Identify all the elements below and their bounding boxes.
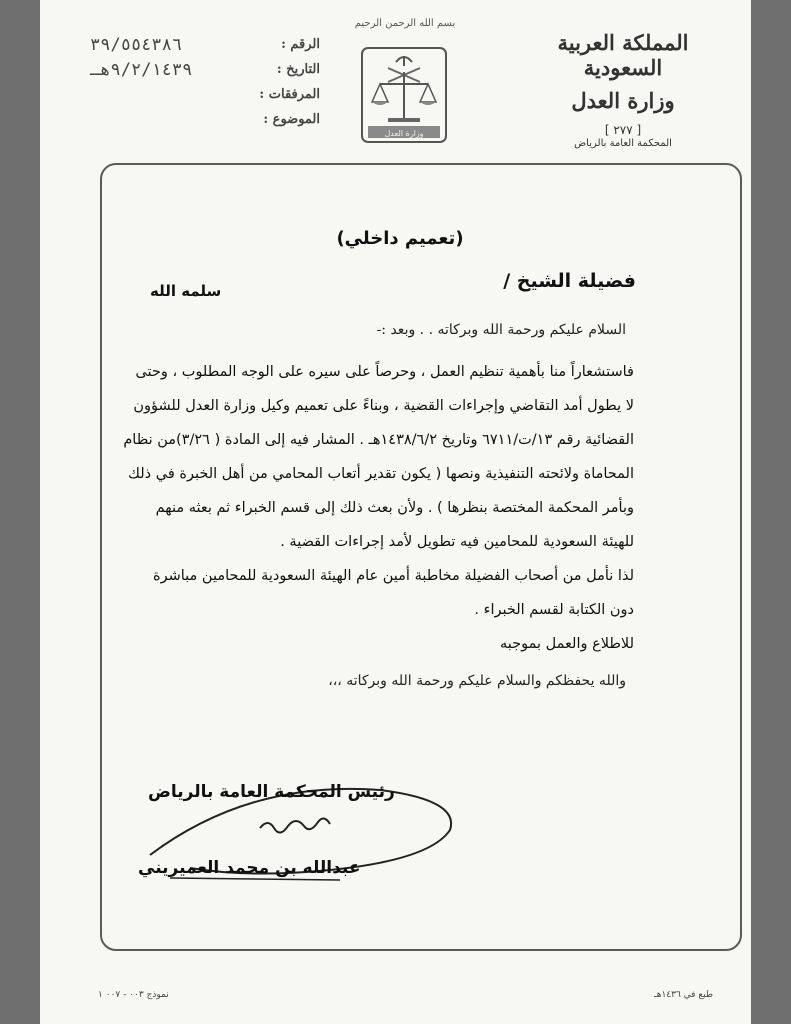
- signer-name: عبدالله بن محمد العميريني: [138, 858, 361, 878]
- ministry-header: [523, 30, 723, 149]
- ref-label: الرقم :: [281, 37, 320, 52]
- basmala: بسم الله الرحمن الرحيم: [354, 18, 456, 29]
- body-line: للاطلاع والعمل بموجبه: [500, 636, 634, 652]
- subject-label: الموضوع :: [263, 112, 320, 127]
- handwritten-signature: [130, 760, 470, 900]
- body-line: لذا نأمل من أصحاب الفضيلة مخاطبة أمين عام الهيئة السعودية للمحامين مباشرة: [153, 568, 634, 584]
- salutation: سلمه الله: [150, 282, 222, 300]
- addressee: فضيلة الشيخ /: [503, 270, 636, 292]
- body-line: لا يطول أمد التقاضي وإجراءات القضية ، وبناءً على تعميم وكيل وزارة العدل للشؤون: [133, 398, 634, 414]
- body-line: دون الكتابة لقسم الخبراء .: [474, 602, 634, 618]
- letter-page: [40, 0, 751, 1024]
- ministry-emblem-icon: [358, 42, 450, 146]
- body-line: فاستشعاراً منا بأهمية تنظيم العمل ، وحرصاً على سيره على الوجه المطلوب ، وحتى: [135, 364, 634, 380]
- emblem-label: وزارة العدل: [384, 129, 424, 138]
- body-line: القضائية رقم ١٣/ت/٦٧١١ وتاريخ ١٤٣٨/٦/٢هـ . المشار فيه إلى المادة ( ٣/٢٦)من نظام: [123, 432, 634, 448]
- kingdom-name: المملكة العربية السعودية: [557, 30, 689, 80]
- ref-date: ٩/٢/١٤٣٩هـ: [90, 59, 193, 80]
- letter-body: [40, 355, 634, 661]
- ref-number: ٣٩/٥٥٤٣٨٦: [90, 34, 183, 55]
- ministry-name: وزارة العدل: [571, 88, 675, 113]
- office-code: [ ٢٧٧ ]: [604, 123, 642, 137]
- court-name: المحكمة العامة بالرياض: [574, 138, 672, 149]
- body-line: المحاماة ولائحته التنفيذية ونصها ( يكون تقدير أتعاب المحامي من أهل الخبرة في ذلك: [128, 466, 634, 482]
- form-number: نموذج ٠٠٣ - ٠٠٧ ١: [98, 990, 169, 1000]
- signer-title: رئيس المحكمة العامة بالرياض: [148, 782, 395, 802]
- closing: والله يحفظكم والسلام عليكم ورحمة الله وبركاته ،،،: [328, 673, 626, 689]
- body-line: للهيئة السعودية للمحامين فيه تطويل لأمد إجراءات القضية .: [280, 534, 634, 550]
- attachments-label: المرفقات :: [259, 87, 320, 102]
- print-note: طبع في ١٤٣٦هـ: [654, 990, 713, 1000]
- greeting: السلام عليكم ورحمة الله وبركاته . . وبعد :-: [376, 322, 626, 338]
- body-line: وبأمر المحكمة المختصة بنظرها ) . ولأن بعث ذلك إلى قسم الخبراء ثم بعثه منهم: [155, 500, 634, 516]
- reference-block: [90, 32, 320, 132]
- circular-title: (تعميم داخلي): [336, 228, 464, 249]
- date-label: التاريخ :: [276, 62, 320, 77]
